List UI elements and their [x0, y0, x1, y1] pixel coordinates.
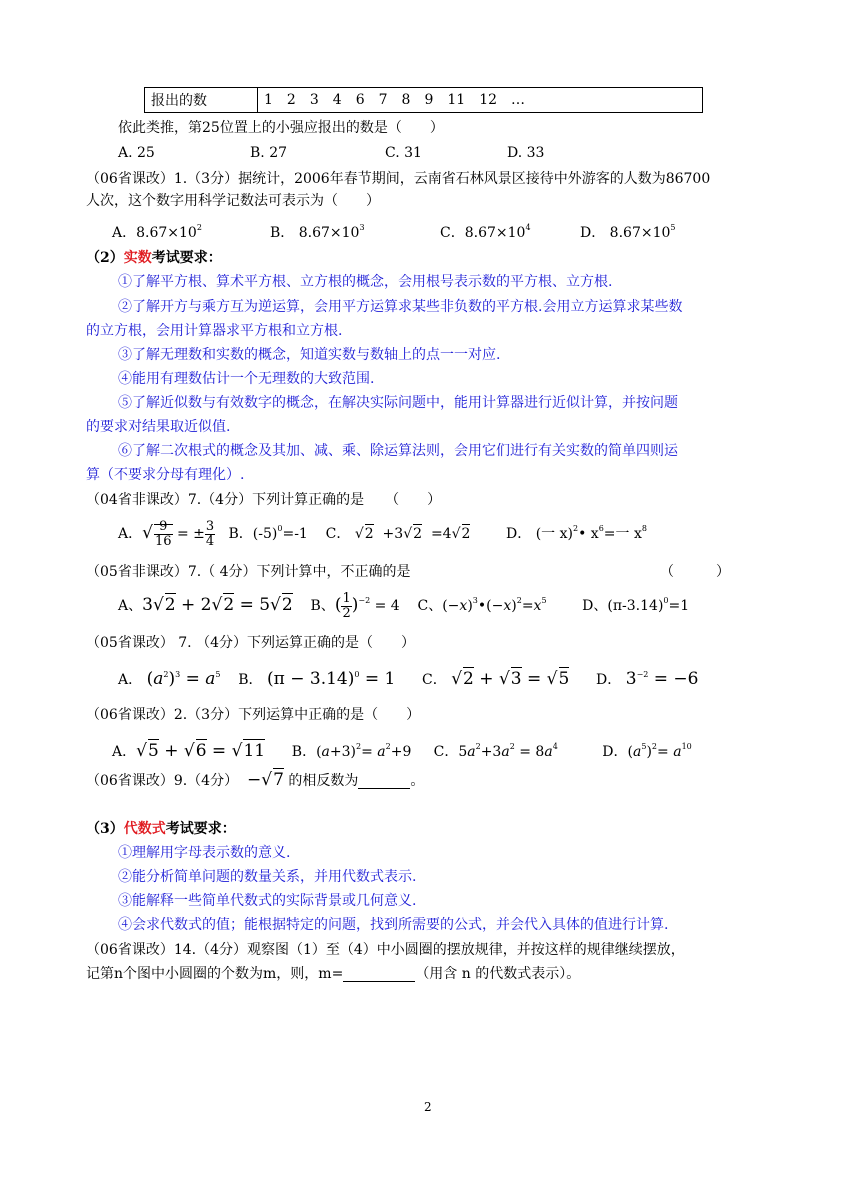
requirement-item: ④能用有理数估计一个无理数的大致范围.	[118, 371, 375, 387]
table-header-cell: 报出的数	[145, 88, 258, 113]
section-heading: （2）实数考试要求：	[86, 250, 222, 266]
question-stem: （05省课改） 7. （4分）下列运算正确的是（ ）	[86, 635, 415, 651]
answer-paren: （ ）	[660, 564, 730, 580]
question-line: 人次，这个数字用科学记数法可表示为（ ）	[86, 193, 380, 209]
option-a: A．$8.67\times 10^2$	[112, 223, 202, 241]
option-d: D． $8.67\times 10^5$	[580, 223, 676, 241]
question-stem: （06省课改）2.（3分）下列运算中正确的是（ ）	[86, 707, 421, 723]
formula-options: A、3√2 + 2√2 = 5√2 B、( $\frac{1}{2}$ )$^{-2}$ = 4 C、$(-x)^3•(-x)^2=x^5$ D、$(\pi-3.14)^0=1$	[118, 591, 690, 621]
formula-options: A．√ $\frac{9}{16}$ = ± $\frac{3}{4}$ B．$(-5)^0=-1$ C． √2 +3√2 =4√2 D． (一 x)$^2$• $x^6=$一 $x^8$	[118, 519, 647, 549]
section-heading: （3）代数式考试要求：	[86, 821, 236, 837]
table-numbers-cell: 1 2 3 4 6 7 8 9 11 12 …	[258, 88, 703, 113]
requirement-item: ③能解释一些简单代数式的实际背景或几何意义.	[118, 893, 417, 909]
option-c: C. 31	[385, 145, 422, 161]
requirement-item: ①理解用字母表示数的意义.	[118, 845, 291, 861]
page-number: 2	[424, 1100, 432, 1114]
option-b: B． $8.67\times 10^3$	[270, 223, 365, 241]
option-d: D. 33	[507, 145, 545, 161]
formula-options: A．√5 + √6 = √11 B．$(a+3)^2= a^2+9$ C．$5a^2+3a^2 = 8a^4$ D．$(a^5)^2= a^{10}$	[112, 741, 692, 761]
requirement-item: ⑤了解近似数与有效数字的概念，在解决实际问题中，能用计算器进行近似计算，并按问题	[118, 395, 678, 411]
requirement-item: 算（不要求分母有理化）.	[86, 467, 245, 483]
option-a: A. 25	[118, 145, 155, 161]
option-c: C．$8.67\times 10^4$	[440, 223, 531, 241]
question-stem: （04省非课改）7.（4分）下列计算正确的是 （ ）	[86, 492, 442, 508]
requirement-item: ①了解平方根、算术平方根、立方根的概念，会用根号表示数的平方根、立方根.	[118, 274, 613, 290]
requirement-item: 的立方根，会用计算器求平方根和立方根.	[86, 323, 343, 339]
requirement-item: ⑥了解二次根式的概念及其加、减、乘、除运算法则，会用它们进行有关实数的简单四则运	[118, 443, 678, 459]
requirement-item: ②能分析简单问题的数量关系，并用代数式表示.	[118, 869, 417, 885]
requirement-item: 的要求对结果取近似值.	[86, 419, 231, 435]
requirement-item: ②了解开方与乘方互为逆运算，会用平方运算求某些非负数的平方根.会用立方运算求某些数	[118, 299, 683, 315]
question-line: （06省课改）14.（4分）观察图（1）至（4）中小圆圈的摆放规律，并按这样的规律继续摆放，	[86, 942, 685, 958]
question-stem: （05省非课改）7.（ 4分）下列计算中，不正确的是	[86, 564, 411, 580]
option-b: B. 27	[250, 145, 288, 161]
requirement-item: ③了解无理数和实数的概念，知道实数与数轴上的点一一对应.	[118, 347, 501, 363]
question-line: （06省课改）1.（3分）据统计，2006年春节期间，云南省石林风景区接待中外游客的人数为86700	[86, 171, 711, 187]
requirement-item: ④会求代数式的值；能根据特定的问题，找到所需要的公式，并会代入具体的值进行计算.	[118, 917, 669, 933]
question-stem: （06省课改）9.（4分） −√7 的相反数为 。	[86, 770, 425, 790]
report-table	[144, 87, 703, 113]
formula-options: A． $(a^2)^3 = a^5$ B． $(\pi - 3.14)^0 = 1$ C． √2 + √3 = √5 D． $3^{-2} = -6$	[118, 669, 699, 689]
question-line: 记第n个图中小圆圈的个数为m，则，m= （用含 n 的代数式表示）。	[86, 966, 581, 982]
question-text: 依此类推，第25位置上的小强应报出的数是（ ）	[118, 120, 444, 136]
